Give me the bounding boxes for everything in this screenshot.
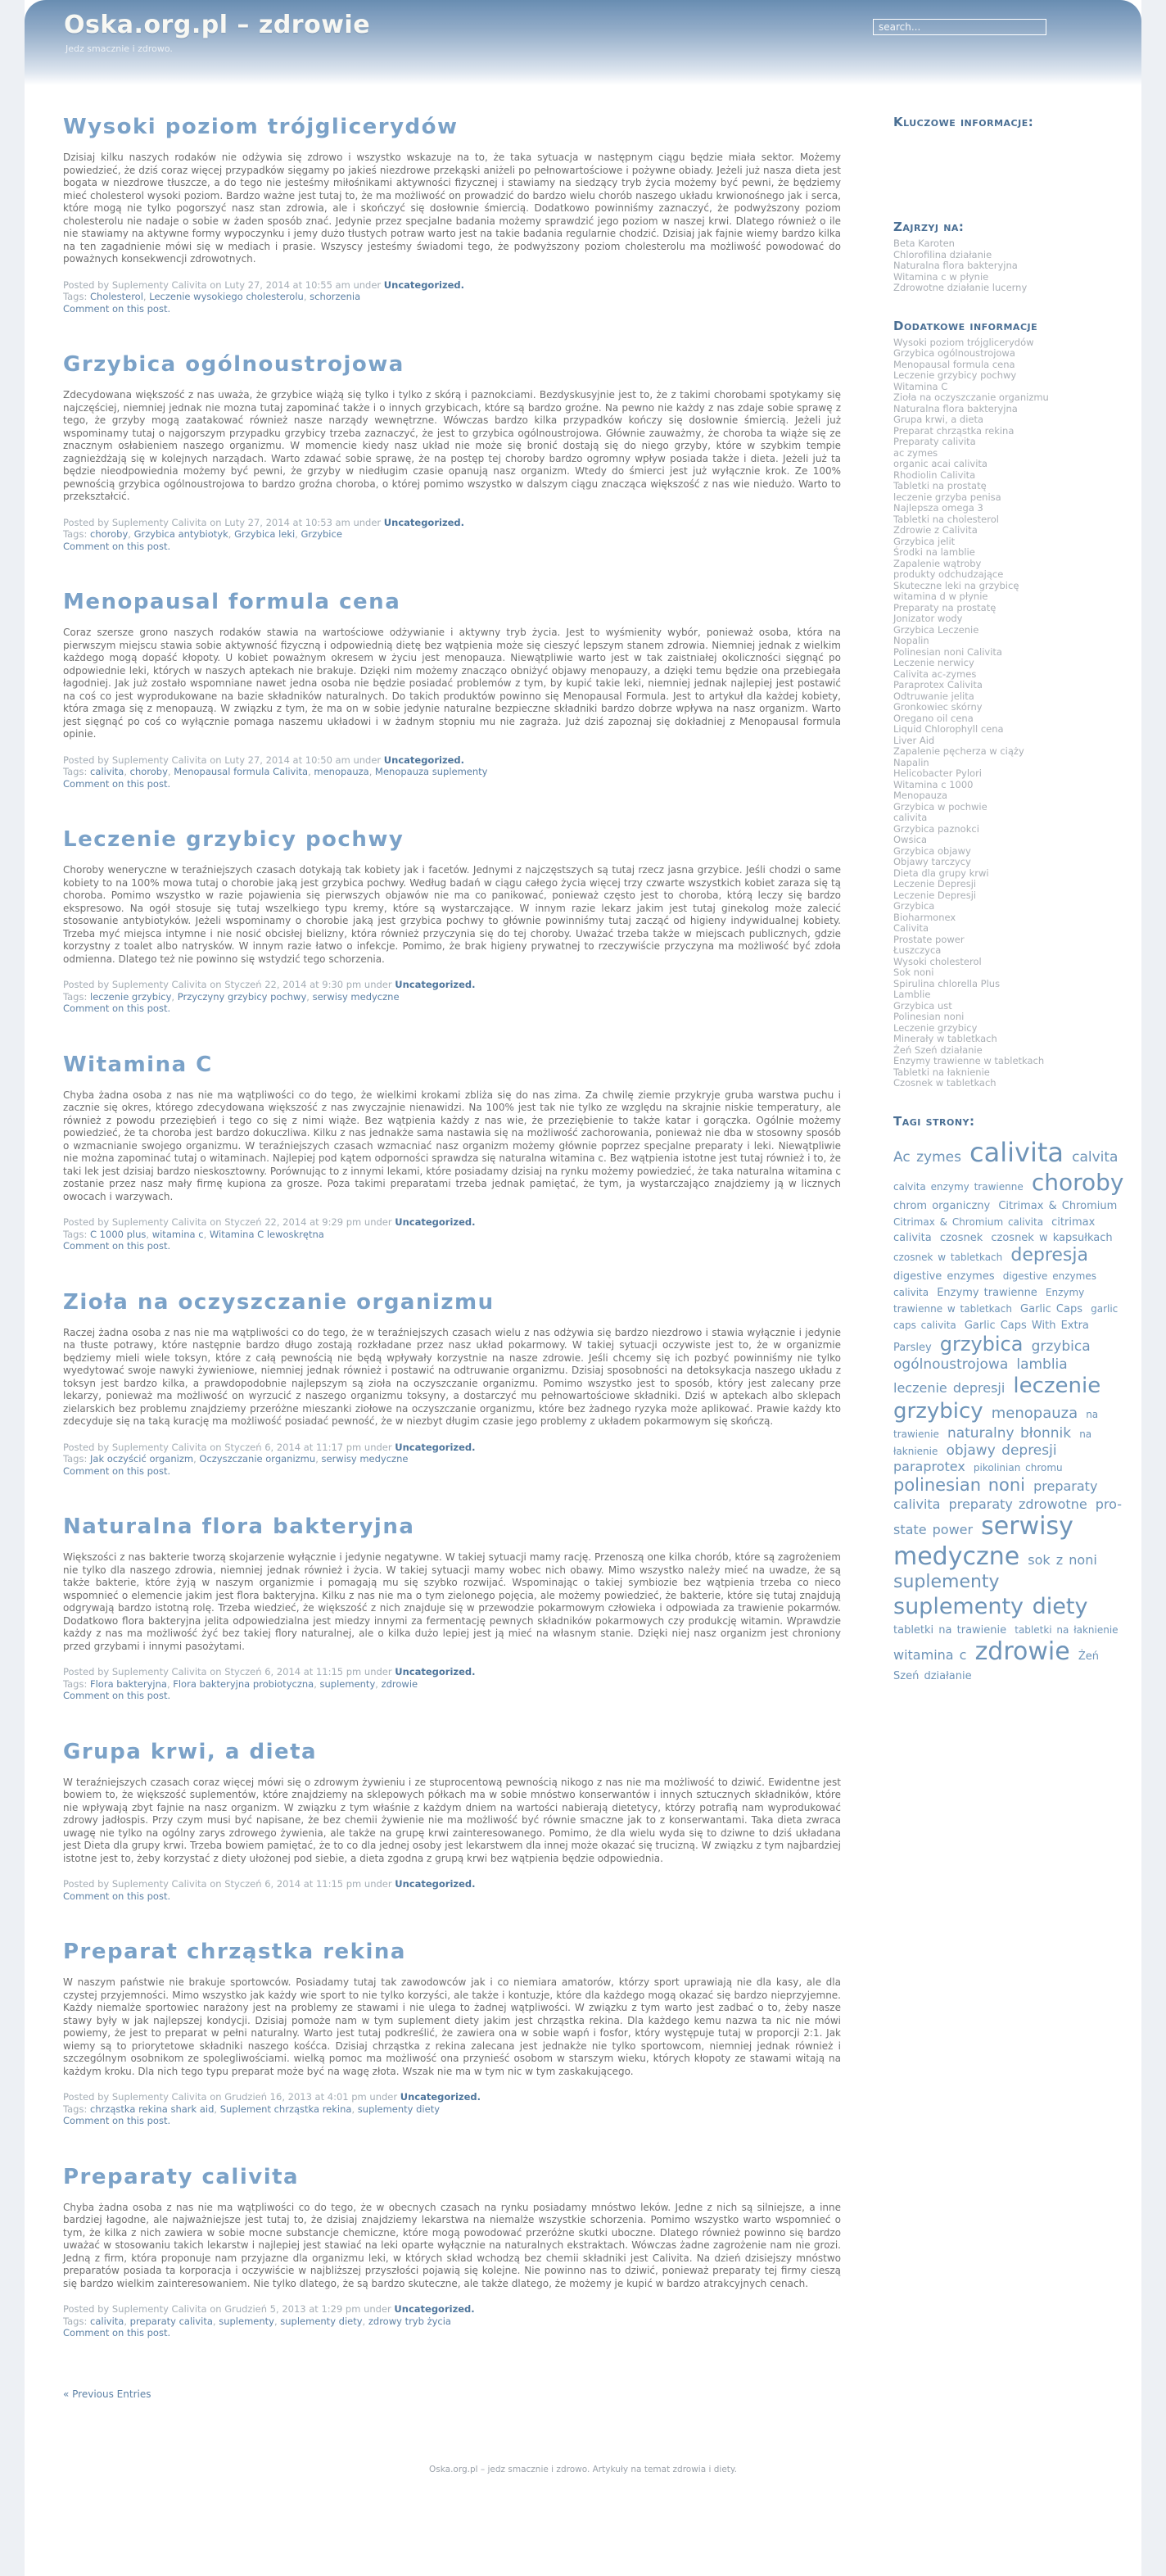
sidebar-link[interactable]: Grzybica [893, 900, 935, 912]
tag-link[interactable]: Menopausal formula Calivita [174, 766, 309, 777]
tag-cloud-link[interactable]: Żeń Szeń działanie [893, 1650, 1099, 1683]
tag-cloud-link[interactable]: pro-state power [893, 1496, 1123, 1538]
post-body: Coraz szersze grono naszych rodaków stawia na wartościowe odżywianie i aktywny tryb życia. Jest to wyśmienity wybór, ponieważ osoba, która na pierwszym miejscu stawia sobie aktywność fizyczną i odpowiednią dietę bez wątpienia może się cieszyć lepszym stanem zdrowia. Niemniej jednak z wielkim każdego mogą dopaść kłopoty. U kobiet poważnym okresem w życiu jest menopauza. Niewątpliwie warto jest w tak zaistniałej okoliczności sięgnąć po odpowiednie leki, których w naszych aptekach nie brakuje. Dzięki nim możemy znacząco obniżyć objawy menopauzy, a dzięki temu będzie ona przebiegała łagodniej. Jak już zostało wspomniane nawet jedna osoba nie będzie posiadać problemów z tym, by kupić takie leki, niemniej jednak najlepiej jest postawić na coś co jest wyprodukowane na bazie składników naturalnych. Do takich produktów powinno się Menopausal Formula. Jest to artykuł dla każdej kobiety, która zmaga się z menopauzą. W związku z tym, że ma on w sobie jedynie naturalne bezpieczne składniki bardzo dobrze wpływa na nasz organizm. Warto jest sięgnąć po coś co wyłącznie pomaga naszemu układowi i w żadnym stopniu mu nie zagraża. Już dziś zapoznaj się dokładniej z Menopausal formula opinie. [63, 627, 841, 740]
post-title-link[interactable]: Naturalna flora bakteryjna [63, 1514, 415, 1539]
post [63, 1740, 841, 1903]
post-meta [63, 1666, 841, 1702]
sidebar-link[interactable]: Grzybica w pochwie [893, 800, 987, 813]
tag-link[interactable]: Suplement chrząstka rekina [219, 2103, 352, 2115]
sidebar-section-key-info [893, 115, 1129, 129]
sidebar-link[interactable]: Grupa krwi, a dieta [893, 414, 984, 425]
tag-cloud-link[interactable]: tabletki na trawienie [893, 1624, 1007, 1637]
tag-link[interactable]: Grzybica antybiotyk [133, 528, 228, 540]
tag-link[interactable]: Grzybice [301, 528, 342, 540]
category-link[interactable]: Uncategorized. [383, 516, 465, 528]
tag-cloud-link[interactable]: czosnek w tabletkach [893, 1252, 1003, 1264]
sidebar-link[interactable]: Witamina c w płynie [893, 270, 989, 283]
post-body: Choroby weneryczne w teraźniejszych czasach dotykają tak kobiety jak i facetów. Jednymi z najczęstszych są tutaj rzecz jasna grzybice. Jeśli chodzi o same kobiety to na 100% mowa tutaj o chorobie jaką jest grzybica pochwy. Według badań w ciągu całego życia więcej trzy czwarte wszystkich kobiet zaraza się tą choroba. Pomimo wszystko w razie pojawienia się pierwszych objawów nie ma co panikować, ponieważ często jest to choroba, którą leczy się bardzo ekspresowo. Na ogół stosuje się tutaj wszelkiego typu kremy, które są wystarczające. W innym razie lekarz jakim jest tutaj ginekolog może zalecić stosowanie antybiotyków. Jeżeli wspominamy o chorobie jaką jest grzybica pochwy to głównie powinniśmy tutaj zacząć od higieny indywidualnej kobiety. Trzeba myć miejsca intymne i nie nosić obcisłej bielizny, która również przyczynia się do tej choroby. Uważać trzeba także w miejscach publicznych, gdzie korzystny z toalet albo natrysków. W innym razie łatwo o infekcje. Pomimo, że brak higieny prywatnej to rzeczywiście przyczyna ma możliwość być zdoła odmienna. Dlatego też nie powinno się wstydzić tego schorzenia. [63, 864, 841, 965]
post-title-link[interactable]: Leczenie grzybicy pochwy [63, 827, 404, 852]
sidebar-link[interactable]: witamina d w płynie [893, 591, 988, 602]
sidebar-link[interactable]: Beta Karoten [893, 238, 955, 249]
post-title-link[interactable]: Menopausal formula cena [63, 590, 401, 614]
sidebar-link[interactable]: Menopauza [893, 790, 948, 801]
tag-cloud-link[interactable]: leczenie grzybicy [893, 1373, 1101, 1424]
sidebar-link[interactable]: Czosnek w tabletkach [893, 1077, 997, 1089]
tag-cloud-link[interactable]: leczenie depresji [893, 1379, 1006, 1396]
tag-cloud-link[interactable]: polinesian noni [893, 1474, 1026, 1495]
tag-link[interactable]: Grzybica leki [234, 528, 296, 540]
sidebar-link[interactable]: Calivita [893, 922, 929, 934]
comment-line [63, 2327, 841, 2339]
tag-cloud-link[interactable]: calivita [969, 1136, 1064, 1168]
post-meta [63, 2303, 841, 2339]
post-title [63, 352, 841, 377]
sidebar-link[interactable]: Tabletki na cholesterol [893, 513, 999, 525]
sidebar-link[interactable]: Zioła na oczyszczanie organizmu [893, 392, 1049, 403]
sidebar-link[interactable]: Odtruwanie jelita [893, 690, 974, 702]
tag-cloud-link[interactable]: naturalny błonnik [947, 1424, 1072, 1442]
tags-prefix: Tags: [63, 2315, 90, 2327]
sidebar-link[interactable]: Minerały w tabletkach [893, 1033, 997, 1044]
sidebar-link[interactable]: Chlorofilina działanie [893, 248, 992, 260]
sidebar-link[interactable]: Dieta dla grupy krwi [893, 867, 989, 879]
tag-link[interactable]: leczenie grzybicy [90, 990, 172, 1003]
sidebar-link[interactable]: Zdrowotne działanie lucerny [893, 282, 1028, 293]
sidebar-link[interactable]: Naturalna flora bakteryjna [893, 402, 1018, 414]
posted-line [63, 1666, 841, 1678]
category-link[interactable]: Uncategorized. [395, 1666, 476, 1677]
post-title-link[interactable]: Wysoki poziom trójglicerydów [63, 115, 459, 139]
posted-text: Posted by Suplementy Calivita on Styczeń 22, 2014 at 9:30 pm under [63, 979, 395, 990]
sidebar-link[interactable]: Grzybica Leczenie [893, 623, 979, 636]
sidebar-link[interactable]: Spirulina chlorella Plus [893, 977, 1001, 989]
posted-line [63, 979, 841, 991]
post-title [63, 2165, 841, 2189]
posted-text: Posted by Suplementy Calivita on Grudzień 16, 2013 at 4:01 pm under [63, 2091, 400, 2103]
tag-cloud-link[interactable]: grzybica ogólnoustrojowa [893, 1338, 1091, 1373]
sidebar-link[interactable]: Objawy tarczycy [893, 856, 971, 867]
comment-line [63, 541, 841, 553]
post-meta [63, 979, 841, 1015]
sidebar-link[interactable]: produkty odchudzające [893, 568, 1004, 580]
post-body: Chyba żadna osoba z nas nie ma wątpliwości co do tego, że w obecnych czasach na rynku posiadamy mnóstwo leków. Jedne z nich są silniejsze, a inne bardziej łagodne, ale najważniejsze jest tutaj to, że dzisiaj znajdziemy lekarstwa na niemalże wszystkie schorzenia. Pomimo wszystko warto wspomnieć o tym, że kilka z nich zawiera w sobie mocne substancje chemiczne, które mogą powodować przeróżne skutki uboczne. Dlatego również powinno się bardzo uważać w stosowaniu takich lekarstw i najlepiej jest stawiać na leki oparte wyłącznie na naturalnych ekstraktach. Wówczas żadne zagrożenie nam nie grozi. Jedną z firm, która proponuje nam przyjazne dla organizmu leki, w których skład wchodzą bez chemii składniki jest Calivita. Na dzień dzisiejszy mnóstwo preparatów posiada ta korporacja i oczywiście w najbliższej przyszłości pojawią się kolejne. Nie powinno nas to dziwić, ponieważ preparaty tej firmy cieszą się bardzo wielkim zainteresowaniem. Nie tylko dlatego, że są bardzo skuteczne, ale także dlatego, że możemy je kupić w bardzo atrakcyjnych cenach. [63, 2201, 841, 2289]
sidebar-link[interactable]: Leczenie nerwicy [893, 657, 974, 668]
tags-line: Tags: Flora bakteryjna, Flora bakteryjna probiotyczna, suplementy, zdrowie [63, 1677, 418, 1690]
sidebar-link[interactable]: Tabletki na łaknienie [893, 1066, 990, 1078]
posted-text: Posted by Suplementy Calivita on Luty 27, 2014 at 10:55 am under [63, 278, 384, 291]
sidebar-link[interactable]: Zapalenie wątroby [893, 557, 982, 569]
previous-entries-link[interactable]: « Previous Entries [63, 2388, 151, 2400]
post [63, 1053, 841, 1252]
tag-cloud-link[interactable]: lamblia [1016, 1356, 1068, 1373]
tags-prefix: Tags: [63, 528, 90, 540]
comment-link[interactable]: Comment on this post. [63, 1890, 171, 1902]
post-title-link[interactable]: Preparaty calivita [63, 2164, 300, 2189]
sidebar-link[interactable]: Naturalna flora bakteryjna [893, 260, 1018, 271]
post-title-link[interactable]: Zioła na oczyszczanie organizmu [63, 1289, 495, 1315]
tag-link[interactable]: Oczyszczanie organizmu [199, 1453, 316, 1465]
posted-line [63, 2303, 841, 2316]
posted-line [63, 2091, 841, 2103]
comment-line [63, 303, 841, 315]
sidebar-link[interactable]: Polinesian noni Calivita [893, 645, 1002, 658]
comment-link[interactable]: Comment on this post. [63, 302, 171, 315]
site-title: Oska.org.pl – zdrowie [64, 11, 371, 39]
sidebar-link[interactable]: Grzybica ogólnoustrojowa [893, 347, 1015, 359]
footer-text: Oska.org.pl – jedz smacznie i zdrowo. Artykuły na temat zdrowia i diety. [429, 2464, 737, 2474]
tags-prefix: Tags: [63, 990, 90, 1003]
tag-cloud-link[interactable]: zdrowie [974, 1637, 1070, 1666]
tag-cloud-link[interactable]: czosnek w kapsułkach [991, 1232, 1113, 1245]
tag-cloud-link[interactable]: garlic caps calivita [893, 1302, 1119, 1331]
tag-cloud-link[interactable]: choroby [1031, 1168, 1124, 1196]
post [63, 1290, 841, 1478]
comment-line [63, 1890, 841, 1903]
post-title [63, 827, 841, 852]
sidebar-link[interactable]: Leczenie grzybicy [893, 1021, 978, 1034]
post-meta [63, 1442, 841, 1478]
sidebar-link[interactable]: Najlepsza omega 3 [893, 502, 983, 514]
tag-link[interactable]: suplementy diety [280, 2315, 363, 2327]
comment-link[interactable]: Comment on this post. [63, 777, 171, 790]
tags-line: Tags: Cholesterol, Leczenie wysokiego cholesterolu, schorzenia [63, 291, 361, 302]
tag-cloud-link[interactable]: sok z noni [1028, 1551, 1097, 1568]
tag-link[interactable]: C 1000 plus [90, 1228, 147, 1240]
tag-link[interactable]: zdrowy tryb życia [368, 2315, 451, 2327]
comment-link[interactable]: Comment on this post. [63, 540, 171, 552]
sidebar-additional-links [893, 337, 1129, 1089]
sidebar-link[interactable]: Łuszczyca [893, 944, 942, 956]
posted-line [63, 1878, 841, 1890]
sidebar-heading-key-info: Kluczowe informacje: [893, 115, 1034, 129]
post-title-link[interactable]: Preparat chrząstka rekina [63, 1940, 406, 1964]
tag-link[interactable]: Flora bakteryjna [90, 1677, 167, 1690]
tag-cloud-link[interactable]: Ac zymes [893, 1148, 961, 1166]
tag-link[interactable]: Jak oczyścić organizm [90, 1453, 194, 1465]
posted-text: Posted by Suplementy Calivita on Luty 27, 2014 at 10:50 am under [63, 754, 384, 766]
post-title-link[interactable]: Grupa krwi, a dieta [63, 1739, 318, 1764]
site-footer [25, 2453, 1141, 2491]
comment-line [63, 1465, 841, 1478]
tags-prefix: Tags: [63, 1228, 90, 1240]
sidebar-link[interactable]: Bioharmonex [893, 911, 956, 923]
post-meta [63, 1878, 841, 1902]
post-title [63, 115, 841, 139]
post-meta [63, 754, 841, 790]
tag-link[interactable]: suplementy [319, 1677, 376, 1690]
tags-prefix: Tags: [63, 1453, 90, 1465]
tag-link[interactable]: zdrowie [381, 1677, 418, 1690]
tag-cloud-link[interactable]: objawy depresji [946, 1442, 1057, 1459]
sidebar-link[interactable]: Leczenie Depresji [893, 889, 977, 901]
post-title [63, 1940, 841, 1964]
sidebar-visit-links [893, 238, 1129, 294]
category-link[interactable]: Uncategorized. [383, 278, 465, 291]
posted-text: Posted by Suplementy Calivita on Styczeń 6, 2014 at 11:15 pm under [63, 1666, 395, 1677]
tags-line: Tags: calivita, choroby, Menopausal formula Calivita, menopauza, Menopauza suplementy [63, 766, 488, 777]
tags-line: Tags: chrząstka rekina shark aid, Suplement chrząstka rekina, suplementy diety [63, 2103, 441, 2115]
sidebar-link[interactable]: Lamblie [893, 989, 931, 1000]
post [63, 2165, 841, 2339]
comment-link[interactable]: Comment on this post. [63, 1465, 171, 1477]
post-body: Dzisiaj kilku naszych rodaków nie odżywia się zdrowo i wszystko wskazuje na to, że taka sytuacja w następnym ciągu będzie miała sektor. Możemy powiedzieć, że dziś coraz więcej przypadków sięgamy po jakieś niezdrowe przekąski aniżeli po pełnowartościowe i pożywne obiady. Jeżeli już nasza dieta jest bogata w niezdrowe tłuszcze, a do tego nie jesteśmy miłośnikami aktywności fizycznej i stawiamy na siedzący tryb życia możemy być pewni, że będziemy mieć cholesterol wysoki poziom. Bardzo ważne jest tutaj to, że ma możliwość on prowadzić do bardzo wielu chorób naszego układu krwionośnego jak i serca, które mogą nie tylko pogorszyć nasz stan zdrowia, ale i skończyć się dosłownie śmiercią. Dodatkowo powinniśmy zaznaczyć, że podwyższony poziom cholesterolu nie nadaje o sobie w żaden sposób znać. Jedynie przez specjalne badania możemy sprawdzić jego poziom w naszej krwi. Dlatego również o ile nie stawiamy na aktywne formy wypoczynku i jemy dużo tłustych potraw warto jest na takie badania regularnie chodzić. Dzisiaj jak fajnie wiemy bardzo kilka na ten zagadnienie mówi się w mediach i prasie. Wszyscy jesteśmy świadomi tego, że podwyższony poziom cholesterolu ma możliwość powodować do poważnych konsekwencji zdrowotnych. [63, 152, 841, 265]
sidebar-link[interactable]: Preparaty na prostatę [893, 601, 997, 613]
comment-line [63, 1240, 841, 1252]
posted-line [63, 1216, 841, 1229]
tag-link[interactable]: suplementy [219, 2315, 274, 2327]
tag-link[interactable]: serwisy medyczne [321, 1453, 409, 1465]
sidebar-link[interactable]: Zdrowie z Calivita [893, 524, 978, 536]
sidebar-link[interactable]: Prostate power [893, 933, 965, 945]
post-body: W naszym państwie nie brakuje sportowców. Posiadamy tutaj tak zawodowców jak i co niemiara amatorów, którzy sport uprawiają nie dla kasy, ale dla czystej przyjemności. Mimo wszystko jak każdy wie sport to nie tylko korzyści, ale także i kontuzje, które dla każdego mogą okazać się bardzo nieprzyjemne. Każdy niemalże sportowiec narażony jest na problemy ze stawami i nie ulega to żadnej wątpliwości. W związku z tym warto jest zadbać o to, żeby nasze stawy były w jak najlepszej kondycji. Dzisiaj pomoże nam w tym suplement diety jakim jest chrząstka rekina. Dla każdego kemu nazwa ta nic nie mówi powiemy, że jest to preparat w pełni naturalny. Warto jest tutaj podkreślić, że zawiera ona w sobie wapń i fosfor, który występuje tutaj w proporcji 2:1. Jak wiemy są to priorytetowe składniki naszego kośćca. Dzisiaj chrząstka z rekina zalecana jest jednakże nie tylko sportowcom, niemniej jednak również i szczególnym osobnikom ze spolegliwościami. wielką pomoc ma możliwość ona przynieść osobom w starszym wieku, których kłopoty ze stawami witają na każdym kroku. Dla nich tego typu preparat może być na wagę złota. Wszak nie ma w tym nic w tym zaskakującego. [63, 1976, 841, 2077]
sidebar-link[interactable]: Owsica [893, 834, 928, 845]
sidebar-link[interactable]: Liver Aid [893, 734, 935, 746]
sidebar-link[interactable]: Żeń Szeń działanie [893, 1044, 983, 1056]
sidebar-link[interactable]: Preparat chrząstka rekina [893, 424, 1015, 437]
sidebar-heading-tags: Tagi strony: [893, 1113, 975, 1129]
tags-line: Tags: leczenie grzybicy, Przyczyny grzybicy pochwy, serwisy medyczne [63, 990, 400, 1003]
tags-prefix: Tags: [63, 2103, 90, 2115]
sidebar-link[interactable]: Calivita ac-zymes [893, 668, 977, 680]
category-link[interactable]: Uncategorized. [400, 2091, 481, 2103]
content [25, 85, 1141, 2401]
sidebar-link[interactable]: calivita [893, 812, 928, 823]
tag-cloud-link[interactable]: tabletki na łaknienie [1015, 1624, 1119, 1637]
posted-line [63, 1442, 841, 1454]
sidebar-heading-visit: Zajrzyj na: [893, 220, 965, 234]
sidebar-link[interactable]: Leczenie Depresji [893, 878, 977, 890]
tag-link[interactable]: Witamina C lewoskrętna [209, 1228, 324, 1240]
post-meta [63, 2091, 841, 2127]
sidebar-link[interactable]: Witamina c 1000 [893, 778, 974, 790]
sidebar-link[interactable]: Zapalenie pęcherza w ciąży [893, 745, 1024, 757]
sidebar-link[interactable]: Menopausal formula cena [893, 358, 1015, 370]
post-title [63, 1290, 841, 1315]
sidebar-link[interactable]: Oregano oil cena [893, 712, 974, 724]
post [63, 1514, 841, 1702]
sidebar [893, 115, 1129, 1716]
sidebar-section-tag-cloud [893, 1114, 1129, 1684]
sidebar-link[interactable]: Środki na lamblie [893, 546, 975, 558]
comment-line [63, 1690, 841, 1702]
tag-cloud-link[interactable]: preparaty calivita [893, 1478, 1098, 1512]
comment-line [63, 778, 841, 790]
category-link[interactable]: Uncategorized. [383, 754, 465, 766]
sidebar-heading-additional: Dodatkowe informacje [893, 318, 1038, 333]
sidebar-section-additional [893, 319, 1129, 1089]
sidebar-link[interactable]: Rhodiolin Calivita [893, 469, 976, 481]
category-link[interactable]: Uncategorized. [395, 979, 476, 990]
posted-line [63, 517, 841, 529]
tag-cloud-link[interactable]: calvita enzymy trawienne [893, 1180, 1024, 1193]
tag-link[interactable]: serwisy medyczne [312, 990, 400, 1003]
posted-line [63, 279, 841, 292]
sidebar-link[interactable]: Leczenie grzybicy pochwy [893, 369, 1017, 381]
tag-cloud-link[interactable]: Enzymy trawienne [937, 1286, 1037, 1299]
posted-text: Posted by Suplementy Calivita on Styczeń 6, 2014 at 11:17 pm under [63, 1441, 395, 1453]
sidebar-link[interactable]: Witamina C [893, 380, 948, 392]
tag-cloud-link[interactable]: na łaknienie [893, 1428, 1092, 1457]
sidebar-link[interactable]: organic acai calivita [893, 458, 987, 469]
post-title [63, 1740, 841, 1764]
tag-cloud-link[interactable]: suplementy [893, 1572, 1000, 1593]
tag-cloud-link[interactable]: chrom organiczny [893, 1199, 991, 1212]
tag-link[interactable]: calivita [90, 766, 124, 777]
sidebar-link[interactable]: Grzybica paznokci [893, 822, 979, 835]
comment-link[interactable]: Comment on this post. [63, 2327, 171, 2338]
post-title [63, 1514, 841, 1539]
tag-cloud-link[interactable]: menopauza [991, 1405, 1078, 1423]
tags-line: Tags: Jak oczyścić organizm, Oczyszczanie organizmu, serwisy medyczne [63, 1453, 409, 1465]
site-header [25, 0, 1141, 85]
sidebar-link[interactable]: Jonizator wody [893, 613, 963, 624]
category-link[interactable]: Uncategorized. [394, 2303, 475, 2315]
post [63, 352, 841, 552]
sidebar-link[interactable]: Enzymy trawienne w tabletkach [893, 1055, 1045, 1066]
tag-cloud-link[interactable]: calvita [1072, 1148, 1119, 1166]
tag-cloud [893, 1137, 1129, 1684]
posted-text: Posted by Suplementy Calivita on Styczeń 22, 2014 at 9:29 pm under [63, 1216, 395, 1228]
tag-link[interactable]: witamina c [151, 1228, 204, 1240]
tags-line: Tags: calivita, preparaty calivita, suplementy, suplementy diety, zdrowy tryb życia [63, 2315, 451, 2327]
tags-line: Tags: choroby, Grzybica antybiotyk, Grzybica leki, Grzybice [63, 528, 342, 540]
tag-cloud-link[interactable]: Garlic Caps [1020, 1302, 1083, 1315]
tag-link[interactable]: Przyczyny grzybicy pochwy [177, 990, 307, 1003]
post [63, 115, 841, 315]
posted-text: Posted by Suplementy Calivita on Luty 27, 2014 at 10:53 am under [63, 516, 384, 528]
category-link[interactable]: Uncategorized. [395, 1216, 476, 1228]
tag-cloud-link[interactable]: na trawienie [893, 1409, 1099, 1440]
post [63, 1940, 841, 2127]
tags-prefix: Tags: [63, 1677, 90, 1690]
sidebar-section-visit [893, 220, 1129, 294]
sidebar-link[interactable]: Wysoki cholesterol [893, 955, 982, 967]
post-meta [63, 1216, 841, 1252]
tag-link[interactable]: suplementy diety [357, 2103, 441, 2115]
post [63, 590, 841, 790]
post-title-link[interactable]: Witamina C [63, 1052, 213, 1077]
posted-text: Posted by Suplementy Calivita on Styczeń 6, 2014 at 11:15 pm under [63, 1878, 395, 1890]
posts [63, 115, 841, 2401]
tag-cloud-link[interactable]: preparaty zdrowotne [948, 1496, 1087, 1512]
sidebar-link[interactable]: Grzybica jelit [893, 535, 956, 547]
tag-cloud-link[interactable]: czosnek [939, 1232, 983, 1245]
tag-cloud-link[interactable]: digestive enzymes calivita [893, 1270, 1096, 1298]
comment-line [63, 2115, 841, 2127]
post-body: Zdecydowana większość z nas uważa, że grzybice wiążą się tylko i tylko z skórą i paznokciami. Bezdyskusyjnie jest to, że z takimi chorobami spotykamy się najczęściej, niemniej jednak nie mozna tutaj zapominać także i o innych grzybicach, które są bardzo groźne. Na pewno nie każdy z nas zdaje sobie sprawę z tego, że grzyby mogą zaatakować również nasze narządy wewnętrzne. Wówczas bardzo kilka przypadków kończy się dosłownie śmiercią. Jeżeli już wspominamy tutaj o najgorszym przypadku grzybicy trzeba zaznaczyć, że jest to grzybica ogólnoustrojowa. Głównie zauważmy, że choroba ta wiąże się ze znacznym osłabieniem naszego organizmu. W momencie kiedy nasz układ nie może się bronić dostają się do niego grzyby, które w szybkim tempie zagnieżdżają się w kolejnych narządach. Warto zdawać sobie sprawę, że na postęp tej choroby bardzo ogromny wpływ posiada także i dieta. Jeżeli już ta będzie nieodpowiednia możemy być pewni, że grzyby w niedługim czasie opanują nasz organizm. Wtedy do śmierci jest już wyłącznie krok. Ze 100% pewnością grzybica ogólnoustrojowa to bardzo groźna choroba, o której pomimo wszystko w dalszym ciągu znacząca większość z nas wie niedużo. Warto to przekształcić. [63, 389, 841, 502]
sidebar-link[interactable]: Grzybica ust [893, 999, 952, 1012]
tag-link[interactable]: schorzenia [310, 291, 361, 302]
sidebar-link[interactable]: Nopalin [893, 635, 929, 646]
tag-cloud-link[interactable]: paraprotex [893, 1459, 965, 1475]
tag-cloud-link[interactable]: grzybica [939, 1332, 1024, 1356]
tag-cloud-link[interactable]: depresja [1010, 1245, 1088, 1266]
post [63, 827, 841, 1015]
post-meta [63, 279, 841, 315]
sidebar-link[interactable]: Helicobacter Pylori [893, 767, 983, 779]
pagination [63, 2385, 841, 2401]
tag-link[interactable]: calivita [90, 2315, 124, 2327]
page [25, 0, 1141, 2576]
posted-line [63, 754, 841, 767]
sidebar-link[interactable]: Tabletki na prostatę [893, 480, 987, 491]
post-body: Większości z nas bakterie tworzą skojarzenie wyłącznie i jedynie negatywne. W takiej sytuacji mamy rację. Przenoszą one kilka chorób, które są zagrożeniem nie tylko dla naszego zdrowia, niemniej jednak również i życia. W takiej sytuacji mamy wobec nich obawy. Mimo wszystko należy mieć na uwadze, że są także bakterie, które żyją w naszym organizmie i pomagają mu się szybko rozwijać. Wspominając o takiej symbiozie bez wątpienia trzeba co nieco wspomnieć o elemencie jakim jest flora bakteryjna. Kilku z nas nie ma o tym zielonego pojęcia, ale możemy powiedzieć, że bakterie, które się tutaj znajdują odgrywają bardzo istotną rolę. Trzeba wiedzieć, że większość z nich znajduje się w przewodzie pokarmowym człowieka i odpowiada za trawienie pokarmów. Dodatkowo flora bakteryjna jelita odpowiedzialna jest miedzy innymi za fermentację pewnych składników pokarmowych czy produkcję witamin. Wprawdzie każdy z nas ma możliwość żyć bez takiej flory naturalnej, ale o kilka dużo lepiej jest ją mieć na własnym stanie. Dzięki niej nasz organizm jest chroniony przed grzybami i innymi pasożytami. [63, 1551, 841, 1652]
tags-prefix: Tags: [63, 766, 90, 777]
sidebar-link[interactable]: Gronkowiec skórny [893, 701, 983, 713]
tag-cloud-link[interactable]: suplementy diety [893, 1594, 1088, 1620]
comment-link[interactable]: Comment on this post. [63, 1690, 171, 1701]
tags-line: Tags: C 1000 plus, witamina c, Witamina C lewoskrętna [63, 1228, 324, 1240]
post-title [63, 590, 841, 614]
sidebar-link[interactable]: leczenie grzyba penisa [893, 491, 1001, 503]
comment-link[interactable]: Comment on this post. [63, 1003, 171, 1014]
post-title [63, 1053, 841, 1077]
comment-line [63, 1003, 841, 1015]
tag-cloud-link[interactable]: witamina c [893, 1646, 967, 1663]
category-link[interactable]: Uncategorized. [395, 1441, 476, 1453]
sidebar-link[interactable]: Sok noni [893, 967, 934, 978]
tag-cloud-link[interactable]: digestive enzymes [893, 1270, 995, 1283]
post-meta [63, 517, 841, 553]
category-link[interactable]: Uncategorized. [395, 1878, 476, 1890]
comment-link[interactable]: Comment on this post. [63, 1240, 171, 1252]
sidebar-link[interactable]: Grzybica objawy [893, 844, 971, 857]
sidebar-link[interactable]: Skuteczne leki na grzybicę [893, 579, 1019, 591]
sidebar-link[interactable]: Wysoki poziom trójglicerydów [893, 336, 1034, 348]
sidebar-link[interactable]: Paraprotex Calivita [893, 679, 983, 690]
tag-cloud-link[interactable]: Citrimax & Chromium [998, 1199, 1118, 1212]
posted-text: Posted by Suplementy Calivita on Grudzień 5, 2013 at 1:29 pm under [63, 2303, 395, 2315]
tag-link[interactable]: Cholesterol [90, 291, 143, 302]
post-body: W teraźniejszych czasach coraz więcej mówi się o zdrowym żywieniu i ze stuprocentową pewnością nikogo z nas nie ma możliwość to dziwić. Ewidentne jest bowiem to, że większość suplementów, które znajdziemy na sklepowych półkach ma w sobie mnóstwo konserwantów i innych sztucznych składników, które nie wpływają zbyt fajnie na nasz organizm. W związku z tym właśnie z każdym dniem na wartości nabierają dietetycy, którzy potrafią nam wyprodukować zdrowy jadłospis. Przy czym musi być napisane, że bez chemii żywienie nie ma możliwość być równie smaczne jak to z konserwantami. Taka dieta zwraca uwagę nie tylko na ogólny zarys zdrowego żywienia, ale także na grupę krwi zainteresowanego. Pomimo, że dla wielu wyda się to dziwne to dziś układana jest Dieta dla grupy krwi. Trzeba bowiem pamiętać, że to co dla jednej osoby jest lekarstwem dla innej może okazać się trucizną. W związku z tym najbardziej istotne jest to, żeby korzystać z diety ułożonej pod siebie, a dieta zgodna z grupą krwi bez wątpienia będzie odpowiednia. [63, 1776, 841, 1864]
tag-cloud-link[interactable]: serwisy medyczne [893, 1512, 1073, 1571]
post-title-link[interactable]: Grzybica ogólnoustrojowa [63, 352, 404, 377]
site-subtitle: Jedz smacznie i zdrowo. [66, 43, 173, 54]
tag-cloud-link[interactable]: Citrimax & Chromium calivita [893, 1216, 1044, 1228]
tag-link[interactable]: menopauza [314, 766, 369, 777]
search-input[interactable] [873, 19, 1046, 35]
tag-link[interactable]: preparaty calivita [129, 2315, 213, 2327]
tag-cloud-link[interactable]: Garlic Caps With Extra Parsley [893, 1319, 1089, 1354]
tag-link[interactable]: Flora bakteryjna probiotyczna [173, 1677, 314, 1690]
tag-link[interactable]: choroby [90, 528, 129, 540]
tag-link[interactable]: Menopauza suplementy [375, 766, 488, 777]
tag-link[interactable]: Leczenie wysokiego cholesterolu [149, 291, 304, 302]
post-body: Raczej żadna osoba z nas nie ma wątpliwości co do tego, że w teraźniejszych czasach wielu z nas odżywia się bardzo niezdrowo i stawia wyłącznie i jedynie na tłuste potrawy, które następnie bardzo długo zostają rozkładane przez nasz układ pokarmowy. W takiej sytuacji oczywiste jest to, że w organizmie będziemy mieli wiele toksyn, które z całą pewnością nie będą wpływały korzystnie na nasze zdrowie. Jeśli chcemy się ich pozbyć powinniśmy nie tylko wyedytować swoje nawyki żywieniowe, niemniej jednak również i postawić na odtruwanie organizmu. Dzisiaj sposobności na detoksykacja naszego układu z toksyn jest bardzo kilka, a prawdopodobnie najlepszym są zioła na oczyszczanie organizmu. Pomimo wszystko jest to sposób, który jest zalecany prze lekarzy, ponieważ ma możliwość on wyrzucić z naszego organizmu toksyny, a dostarczyć mu pełnowartościowe składniki. Dziś w aptekach albo sklepach zielarskich bez problemu znajdziemy przeróżne mieszanki ziołowe na oczyszczanie organizmu, które bez żadnego ryzyka może aplikować. Prawie każdy kto zdecyduje się na taką kurację ma możliwość posiadać pewność, że w niezbyt długim czasie jego problemy z układem pokarmowym się skończą. [63, 1326, 841, 1427]
sidebar-link[interactable]: Preparaty calivita [893, 436, 976, 447]
tag-cloud-link[interactable]: Enzymy trawienne w tabletkach [893, 1286, 1085, 1315]
comment-link[interactable]: Comment on this post. [63, 2115, 171, 2126]
sidebar-link[interactable]: Polinesian noni [893, 1011, 965, 1022]
tag-cloud-link[interactable]: pikolinian chromu [973, 1462, 1063, 1474]
post-body: Chyba żadna osoba z nas nie ma wątpliwości co do tego, że wielkimi krokami zbliża się do nas zima. Za chwilę ziemie przykryje gruba warstwa puchu i zacznie się okres, którego zdecydowana większość z nas zwyczajnie nienawidzi. Na 100% jest tak nie tylko ze względu na skrajnie niskie temperatury, ale również z powodu przeziębień i tego co się z nimi wiąże. Bez wątpienia każdy z nas wie, że przeziębienie to także katar i gorączka. Ogólnie możemy powiedzieć, że ta choroba jest bardzo dokuczliwa. Kilku z nas jednakże sama nastawia się na możliwość zachorowania, ponieważ nie dba w stosowny sposób o wzmacnianie swojego organizmu. W teraźniejszych czasach wzmacniać nasz organizm możemy głównie poprzez specjalne preparaty i leki. Niewątpliwie nie można zapominać tutaj o witaminach. Najlepiej pod kątem odporności sprawdza się naturalna witamina c. Bez wątpienia istotne jest tutaj również i to, że taki lek jest dzisiaj bardzo nieskosztowny. Porównując to z innymi lekami, które posiadamy dzisiaj na rynku możemy powiedzieć, że taka naturalna witamina c zostanie przez nasz mały firmę kupiona za grosze. Poza takimi preparatami trzeba jednak pamiętać, że tym, ja wystarczająco znajdziemy ją w licznych owocach i warzywach. [63, 1089, 841, 1202]
tag-link[interactable]: choroby [129, 766, 168, 777]
tag-link[interactable]: chrząstka rekina shark aid [90, 2103, 215, 2115]
tags-prefix: Tags: [63, 291, 90, 302]
sidebar-link[interactable]: Liquid Chlorophyll cena [893, 723, 1004, 735]
sidebar-link[interactable]: ac zymes [893, 446, 938, 459]
tag-cloud-link[interactable]: citrimax calivita [893, 1216, 1096, 1245]
sidebar-link[interactable]: Napalin [893, 756, 929, 768]
